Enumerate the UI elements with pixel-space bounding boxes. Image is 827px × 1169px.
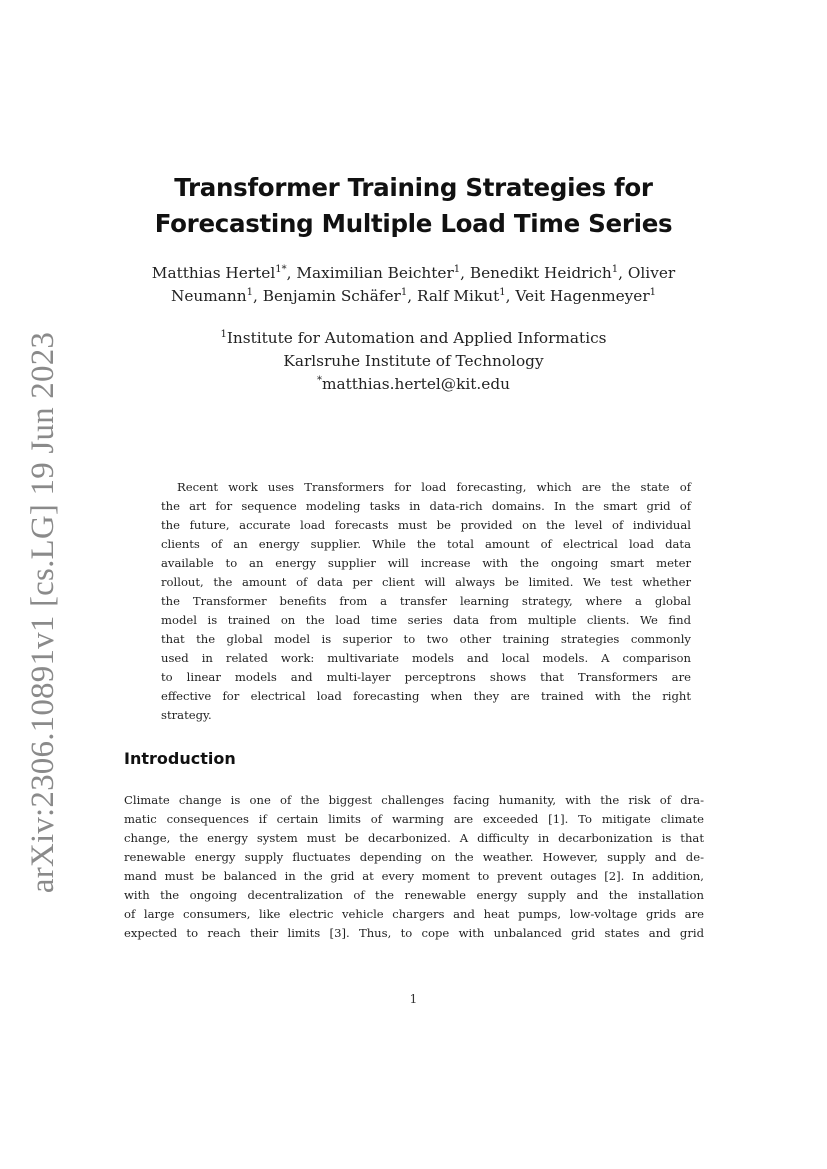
arxiv-watermark (22, 331, 66, 893)
abstract-line: that the global model is superior to two other training strategies commonly (161, 632, 691, 646)
abstract-line: the Transformer benefits from a transfer learning strategy, where a global (161, 594, 691, 608)
abstract-line: the future, accurate load forecasts must be provided on the level of individual (161, 518, 691, 532)
affiliation-block (110, 327, 717, 396)
body-line: matic consequences if certain limits of warming are exceeded [1]. To mitigate climate (124, 812, 704, 826)
section-heading-introduction: Introduction (124, 749, 236, 768)
affiliation-university: Karlsruhe Institute of Technology (283, 352, 544, 370)
author-line-1: Matthias Hertel$^{1*}$, Maximilian Beichter$^1$, Benedikt Heidrich$^1$, Oliver (151, 263, 676, 282)
body-line: with the ongoing decentralization of the renewable energy supply and the installation (124, 888, 704, 902)
author-affil-mark: 1 (246, 286, 253, 298)
paper-title (100, 170, 727, 242)
abstract-line: rollout, the amount of data per client will always be limited. We test whether (161, 575, 691, 589)
author-name: Benjamin Schäfer (262, 287, 401, 305)
abstract-line: used in related work: multivariate models and local models. A comparison (161, 651, 691, 665)
abstract-line: clients of an energy supplier. While the total amount of electrical load data (161, 537, 691, 551)
author-affil-mark: 1 (649, 286, 657, 298)
author-affil-mark: 1 (499, 286, 506, 298)
body-line: renewable energy supply fluctuates depending on the weather. However, supply and de- (124, 850, 704, 864)
page-number: 1 (409, 992, 418, 1006)
author-name: Veit Hagenmeyer (515, 287, 650, 305)
author-name: Maximilian Beichter (296, 264, 454, 282)
abstract-line: strategy. (161, 708, 212, 722)
arxiv-identifier: arXiv:2306.10891v1 [cs.LG] 19 Jun 2023 (25, 331, 62, 893)
body-line: change, the energy system must be decarbonized. A difficulty in decarbonization is that (124, 831, 704, 845)
abstract (161, 478, 691, 725)
abstract-line: to linear models and multi-layer perceptrons shows that Transformers are (161, 670, 691, 684)
abstract-line: Recent work uses Transformers for load forecasting, which are the state of (177, 480, 691, 494)
author-affil-mark: 1 (400, 286, 408, 298)
author-affil-mark: 1* (275, 263, 287, 275)
abstract-line: effective for electrical load forecasting when they are trained with the right (161, 689, 691, 703)
author-name: Matthias Hertel (151, 264, 276, 282)
author-affil-mark: 1 (453, 263, 461, 275)
affiliation-email: *matthias.hertel@kit.edu (317, 374, 510, 393)
body-line: mand must be balanced in the grid at every moment to prevent outages [2]. In addition, (124, 869, 704, 883)
title-line-1: Transformer Training Strategies for (174, 173, 653, 202)
author-name-last: Neumann (170, 287, 247, 305)
introduction-body (124, 791, 704, 943)
title-line-2: Forecasting Multiple Load Time Series (154, 209, 673, 238)
author-name-first: Oliver (627, 264, 676, 282)
body-line: of large consumers, like electric vehicle chargers and heat pumps, low-voltage grids are (124, 907, 704, 921)
body-line: expected to reach their limits [3]. Thus, to cope with unbalanced grid states and grid (124, 926, 704, 940)
body-line: Climate change is one of the biggest challenges facing humanity, with the risk of dra- (124, 793, 704, 807)
author-name: Ralf Mikut (416, 287, 500, 305)
email-address: matthias.hertel@kit.edu (322, 375, 510, 393)
author-name: Benedikt Heidrich (469, 264, 612, 282)
abstract-line: available to an energy supplier will increase with the ongoing smart meter (161, 556, 691, 570)
author-affil-mark: 1 (611, 263, 619, 275)
author-list (110, 262, 717, 308)
affiliation-institute: $^1$Institute for Automation and Applied Informatics (220, 328, 607, 347)
abstract-line: the art for sequence modeling tasks in data-rich domains. In the smart grid of (161, 499, 691, 513)
author-line-2: Neumann$^1$, Benjamin Schäfer$^1$, Ralf Mikut$^1$, Veit Hagenmeyer$^1$ (170, 286, 657, 305)
abstract-line: model is trained on the load time series data from multiple clients. We find (161, 613, 691, 627)
